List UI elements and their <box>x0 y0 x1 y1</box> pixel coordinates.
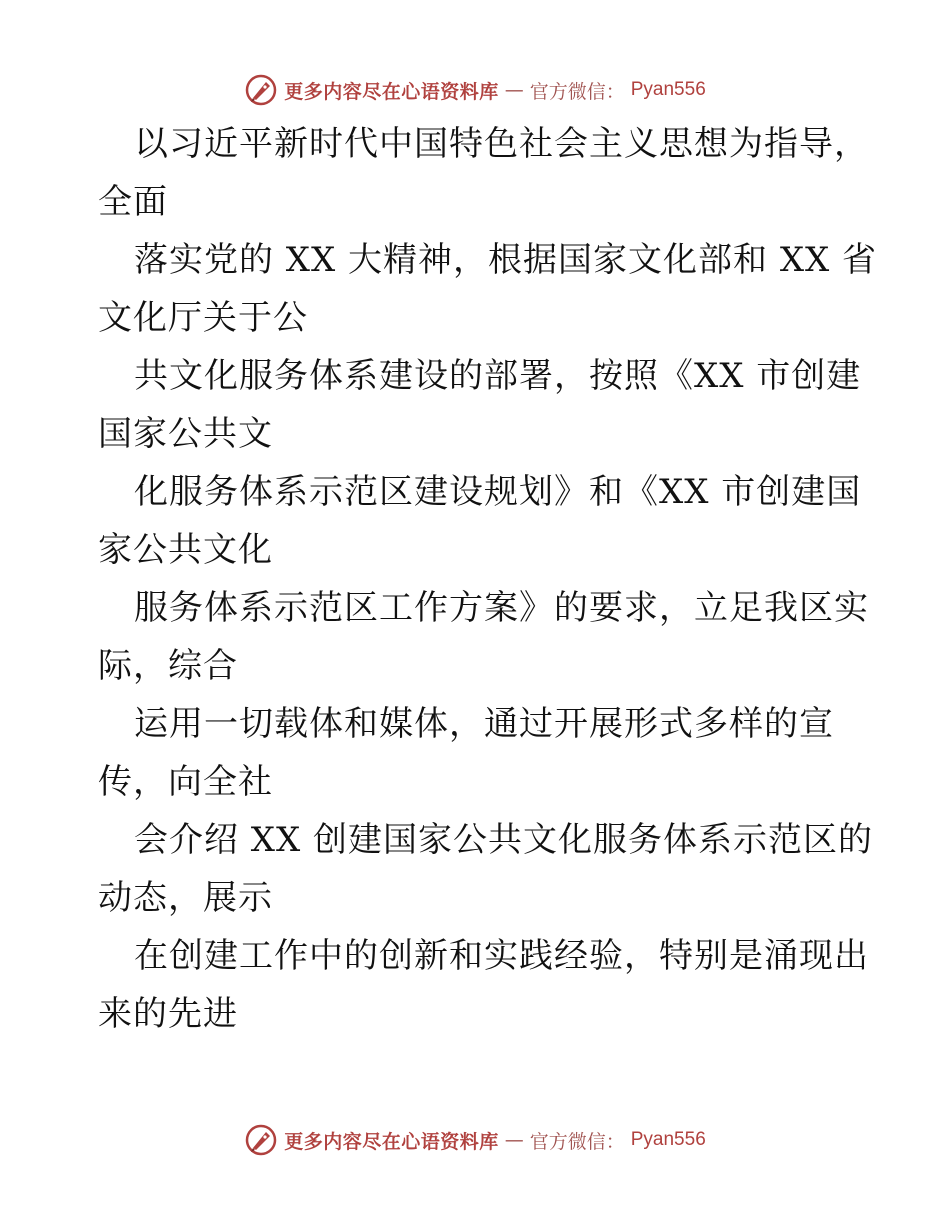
body-line: 落实党的 XX 大精神，根据国家文化部和 XX 省 <box>134 240 878 280</box>
body-line: 运用一切载体和媒体，通过开展形式多样的宣 <box>134 704 834 744</box>
body-line: 服务体系示范区工作方案》的要求，立足我区实 <box>134 588 869 628</box>
header-banner <box>0 70 950 110</box>
body-line: 文化厅关于公 <box>98 298 308 338</box>
body-line: 际，综合 <box>98 646 238 686</box>
header-wechat-label: 官方微信： <box>529 80 625 103</box>
body-line: 国家公共文 <box>98 414 273 454</box>
footer-wechat-label: 官方微信： <box>529 1130 625 1153</box>
body-line: 化服务体系示范区建设规划》和《XX 市创建国 <box>134 472 862 512</box>
pen-nib-logo-icon <box>244 73 278 107</box>
footer-separator: — <box>504 1129 524 1151</box>
body-line: 以习近平新时代中国特色社会主义思想为指导， <box>134 124 869 164</box>
body-line: 全面 <box>98 182 168 222</box>
header-separator: — <box>504 79 524 101</box>
body-line: 动态，展示 <box>98 878 273 918</box>
footer-banner <box>0 1120 950 1160</box>
body-line: 共文化服务体系建设的部署，按照《XX 市创建 <box>134 356 862 396</box>
footer-promo-text: 更多内容尽在心语资料库 <box>284 1130 499 1153</box>
body-line: 会介绍 XX 创建国家公共文化服务体系示范区的 <box>134 820 874 860</box>
header-wechat-id: Pyan556 <box>630 79 706 100</box>
header-promo-text: 更多内容尽在心语资料库 <box>284 80 499 103</box>
body-line: 在创建工作中的创新和实践经验，特别是涌现出 <box>134 936 869 976</box>
footer-wechat-id: Pyan556 <box>630 1129 706 1150</box>
body-line: 传，向全社 <box>98 762 273 802</box>
document-body <box>98 115 878 1043</box>
body-line: 来的先进 <box>98 994 238 1034</box>
pen-nib-logo-icon <box>244 1123 278 1157</box>
body-line: 家公共文化 <box>98 530 273 570</box>
